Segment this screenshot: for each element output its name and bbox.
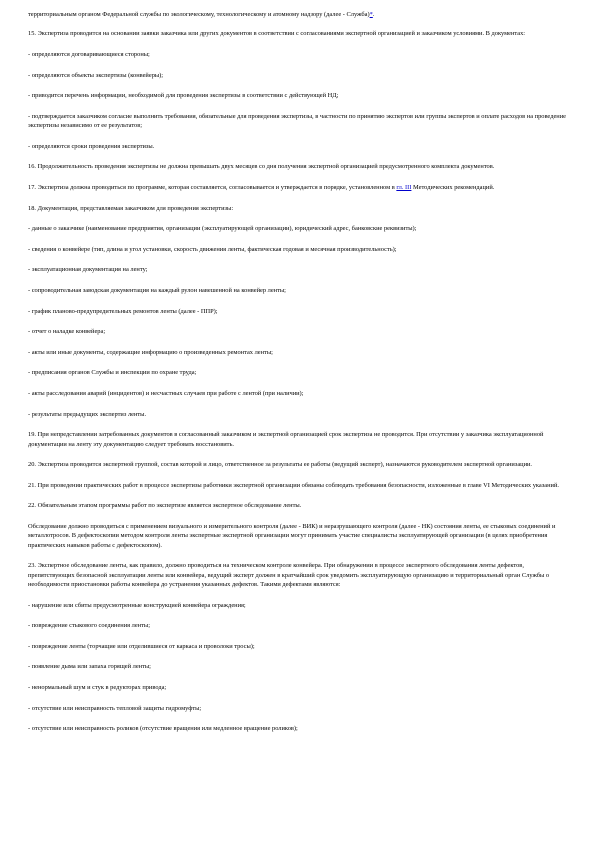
list-item: - определяются договаривающиеся стороны; [28, 51, 150, 58]
list-item: - акты расследования аварий (инцидентов) и несчастных случаев при работе с лентой (при наличии); [28, 389, 304, 397]
list-item: - определяются объекты экспертизы (конвейеры); [28, 71, 164, 79]
paragraph-17 [28, 183, 568, 192]
list-item: - повреждение стыкового соединения ленты; [28, 622, 150, 630]
list-item: - эксплуатационная документация на ленту; [28, 266, 148, 274]
list-item: - график планово-предупредительных ремонтов ленты (далее - ППР); [28, 307, 218, 315]
list-item: - отсутствие или неисправность тепловой защиты гидромуфты; [28, 704, 202, 712]
paragraph-15: 15. Экспертиза проводится на основании заявки заказчика или других документов в соответствии с согласованиями экспертной организацией и заказчиком условиями. В документах: [28, 30, 526, 38]
list-item: - определяются сроки проведения экспертизы. [28, 142, 155, 150]
list-item: - подтверждается заказчиком согласие выполнить требования, обязательные для проведения экспертизы, в частности по принятию экспертов или группы экспертов и оплате расходов на проведение экспертизы независимо от ее результатов; [28, 112, 566, 130]
list-item: - ненормальный шум и стук в редукторах привода; [28, 684, 167, 692]
footnote-link[interactable]: * [369, 11, 373, 18]
list-item: - данные о заказчике (наименование предприятия, организации (эксплуатирующей организации), юридический адрес, банковские реквизиты); [28, 225, 417, 233]
list-item: - нарушение или сбиты предусмотренные конструкцией конвейера ограждения; [28, 601, 246, 609]
paragraph-16: 16. Продолжительность проведения экспертизы не должна превышать двух месяцев со дня получения экспертной организацией предусмотренного комплекта документов. [28, 163, 495, 171]
intro-period: . [372, 11, 375, 18]
chapter-iii-link[interactable]: гл. III [396, 183, 412, 191]
paragraph-23: 23. Экспертное обследование ленты, как правило, должно проводиться на техническом контроле конвейера. При обнаружении в процессе экспертного обследования ленты дефектов, препятствующих безопасной эксплуатации ленты или конвейера, ведущий эксперт должен в кратчайший срок уведомить эксплуатирующую организацию и территориальный орган Службы о необходимости приостановки работы конвейера до устранения указанных дефектов. Такими дефектами являются: [28, 562, 550, 589]
document-page [28, 10, 568, 745]
paragraph-17-suffix: Методических рекомендаций. [411, 183, 495, 191]
paragraph-19: 19. При непредставлении затребованных документов в согласованный заказчиком и экспертной организацией срок экспертиза не проводится. При отсутствии у заказчика эксплуатационной документации на ленту эту документацию следует требовать восстановить. [28, 431, 544, 448]
list-item: - приводится перечень информации, необходимой для проведения экспертизы в соответствии с действующей НД; [28, 92, 339, 100]
list-item: - появление дыма или запаха горящей ленты; [28, 663, 151, 671]
paragraph-20: 20. Экспертиза проводится экспертной группой, состав которой и лицо, ответственное за результаты ее работы (ведущий эксперт), назначаются руководителем экспертной организации. [28, 461, 533, 469]
list-item: - сведения о конвейере (тип, длина и угол установки, скорость движения ленты, фактическая годовая и месячная производительность); [28, 245, 397, 253]
intro-paragraph [28, 10, 568, 19]
paragraph-17-text: 17. Экспертиза должна проводиться по программе, которая составляется, согласовывается и утверждается в порядке, установленном в [28, 183, 397, 191]
paragraph-21: 21. При проведении практических работ в процессе экспертизы работники экспертной организации обязаны соблюдать требования безопасности, изложенные в главе VI Методических указаний. [28, 481, 559, 489]
list-item: - результаты предыдущих экспертиз ленты. [28, 410, 147, 418]
intro-text: территориальным органом Федеральной службы по экологическому, технологическому и атомному надзору (далее - Служба) [28, 11, 370, 18]
paragraph-22: 22. Обязательным этапом программы работ по экспертизе является экспертное обследование ленты. [28, 502, 302, 510]
paragraph-18: 18. Документация, представляемая заказчиком для проведения экспертизы: [28, 204, 234, 212]
list-item: - отчет о наладке конвейера; [28, 328, 106, 336]
list-item: - акты или иные документы, содержащие информацию о произведенных ремонтах ленты; [28, 348, 273, 356]
paragraph-22-continued: Обследование должно проводиться с применением визуального и измерительного контроля (далее - ВИК) и неразрушающего контроля (далее - НК) состояния ленты, ее стыковых соединений и металлотросов. В дефектоскопии методом контроля ленты экспертные экспертной организации могут принимать участие специалисты эксплуатирующей организации (в целях приобретения практических навыков работы с дефектоскопом). [28, 522, 556, 549]
list-item: - повреждение ленты (торчащие или отделившиеся от каркаса и проволоки тросы); [28, 642, 255, 650]
list-item: - предписания органов Службы и инспекции по охране труда; [28, 369, 197, 377]
list-item: - отсутствие или неисправность роликов (отсутствие вращения или медленное вращение роликов); [28, 725, 298, 733]
list-item: - сопроводительная заводская документация на каждый рулон навешенной на конвейер ленты; [28, 286, 286, 294]
